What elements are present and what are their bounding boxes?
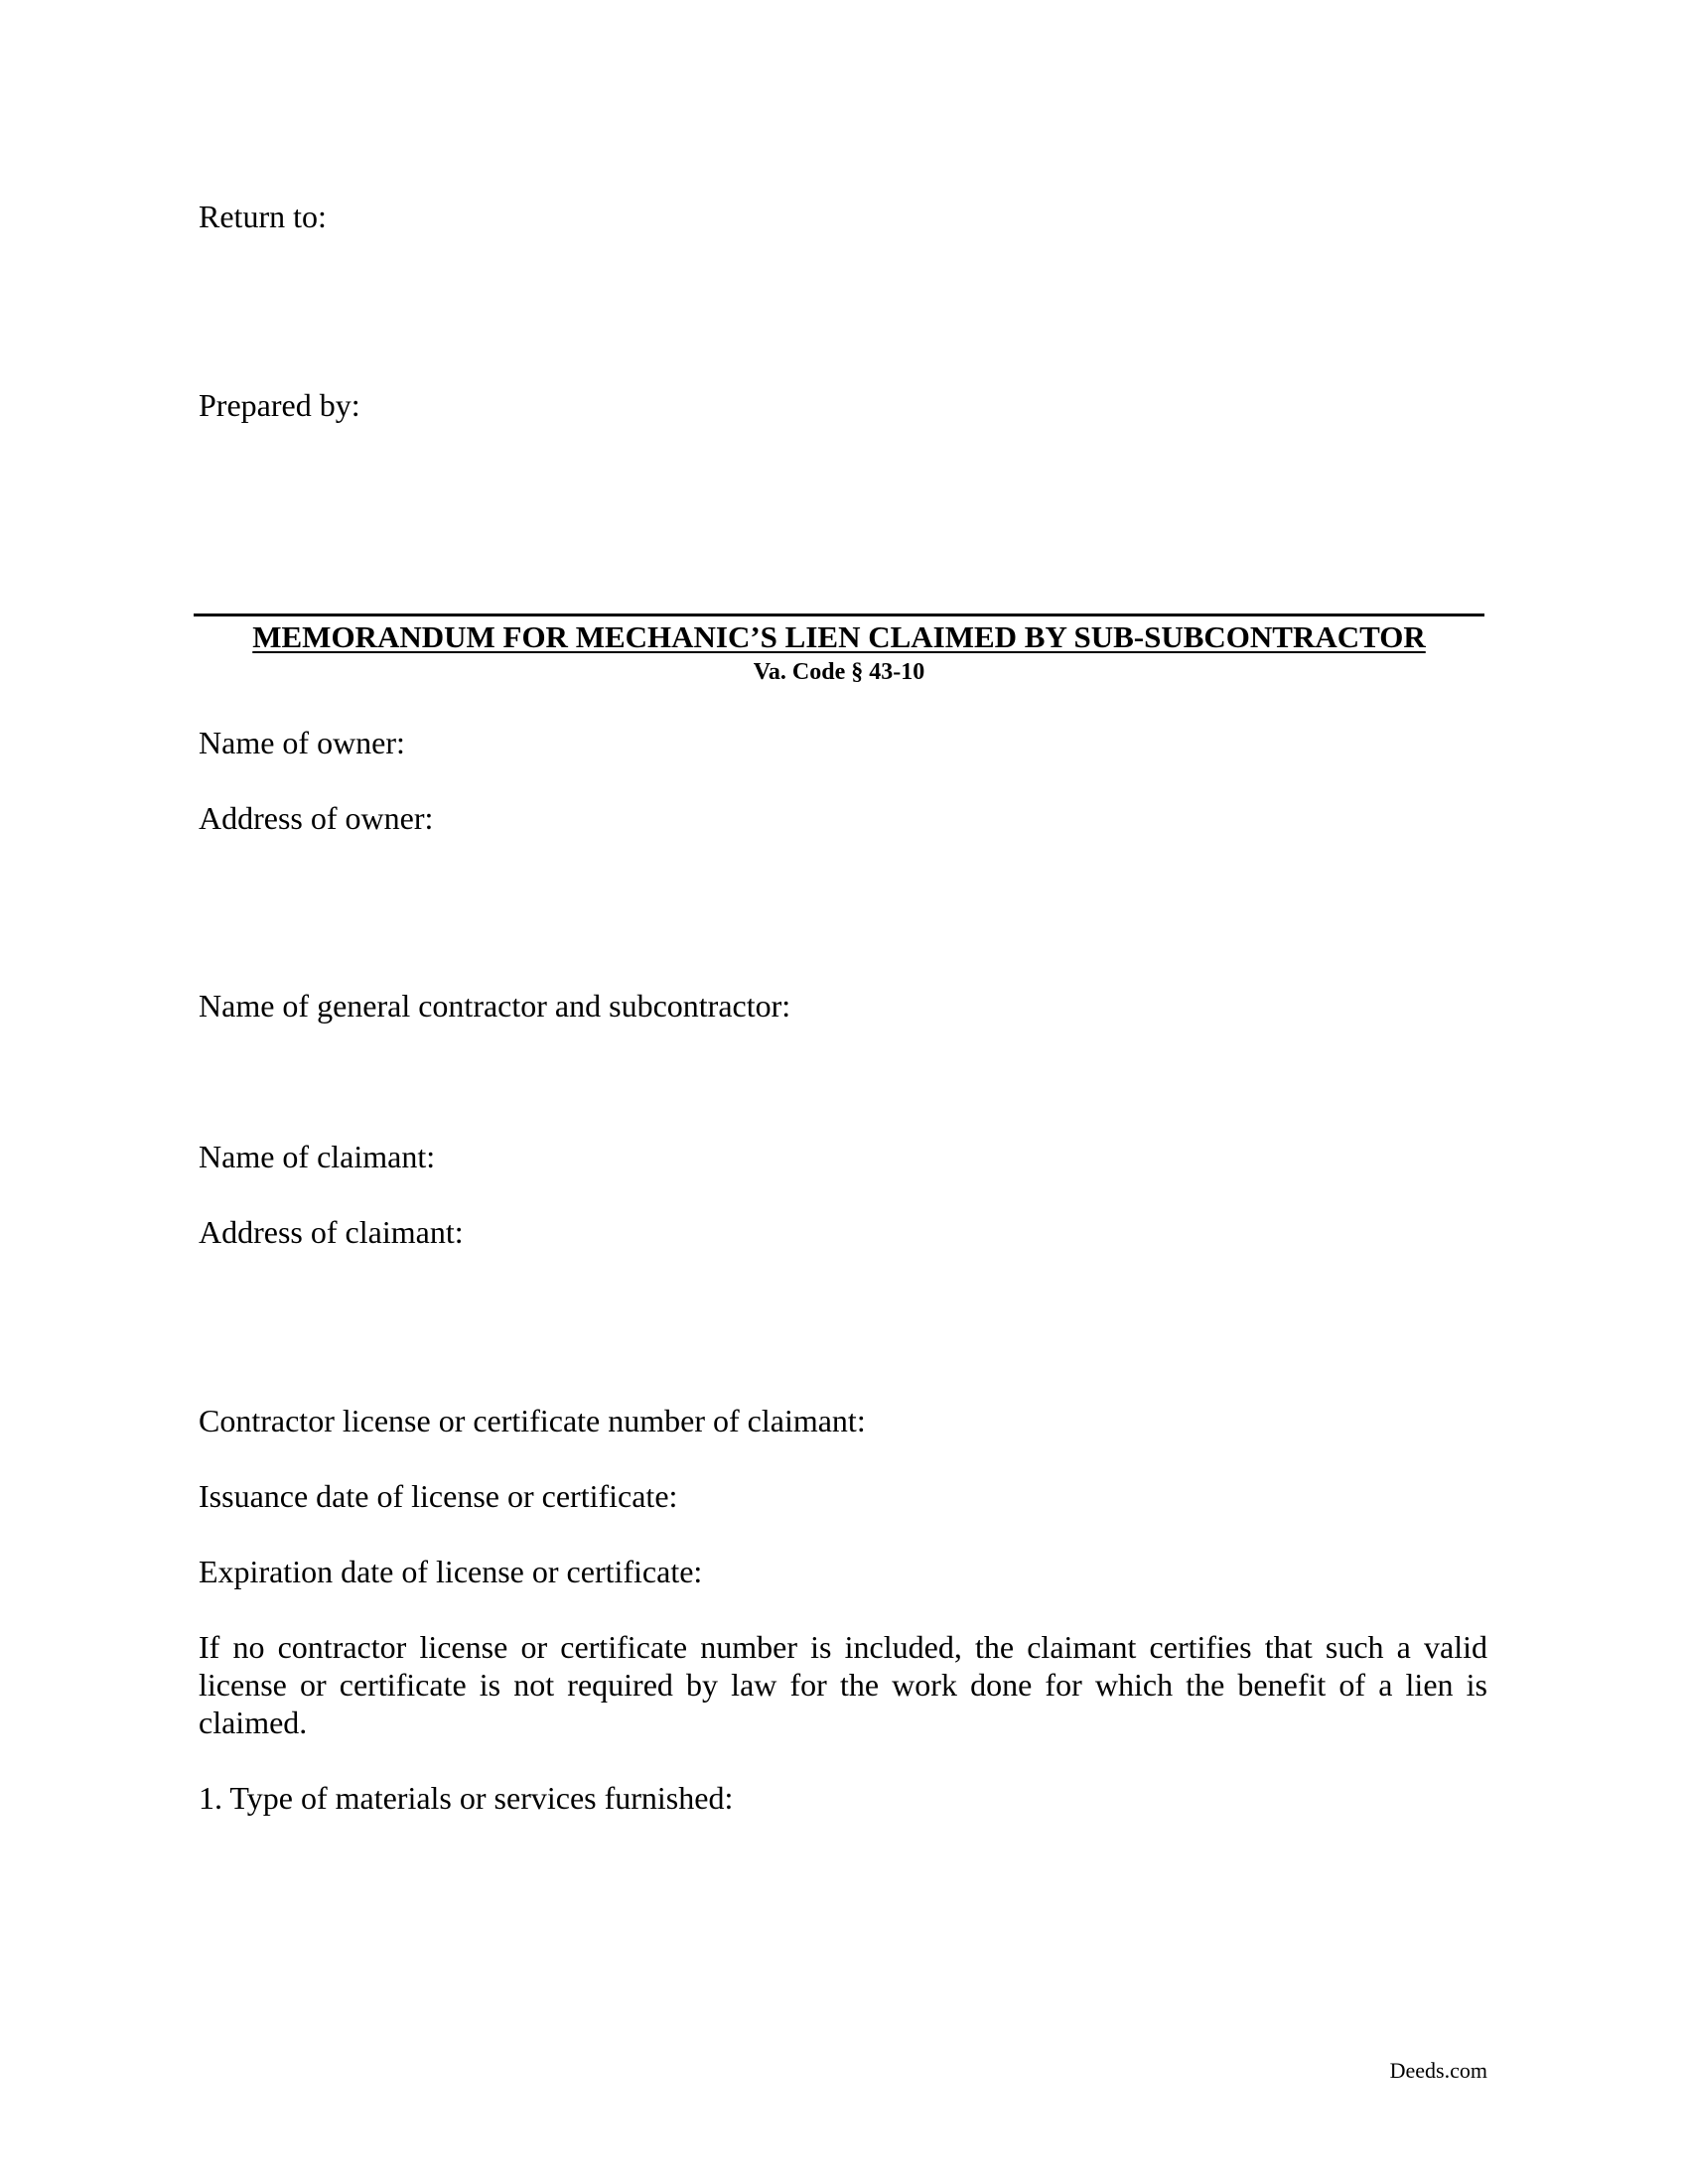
footer-brand: Deeds.com (1389, 2058, 1487, 2083)
contractors-label: Name of general contractor and subcontractor: (199, 988, 791, 1024)
owner-name-label: Name of owner: (199, 725, 405, 760)
expiration-date-label: Expiration date of license or certificate: (199, 1554, 703, 1589)
document-title-text: MEMORANDUM FOR MECHANIC’S LIEN CLAIMED BY SUB-SUBCONTRACTOR (252, 619, 1426, 654)
claimant-address-label: Address of claimant: (199, 1214, 464, 1250)
return-to-label: Return to: (199, 199, 327, 234)
claimant-name-label: Name of claimant: (199, 1139, 436, 1174)
issuance-date-label: Issuance date of license or certificate: (199, 1478, 678, 1514)
prepared-by-label: Prepared by: (199, 387, 360, 423)
license-number-label: Contractor license or certificate number of claimant: (199, 1403, 866, 1438)
license-certification-paragraph: If no contractor license or certificate number is included, the claimant certifies that such a valid license or certificate is not required by law for the work done for which the benefit of a lien is claimed. (199, 1629, 1487, 1740)
title-rule (194, 614, 1484, 616)
document-title (194, 619, 1484, 655)
item-1-materials-label: 1. Type of materials or services furnished: (199, 1780, 734, 1816)
statute-citation: Va. Code § 43-10 (753, 659, 925, 685)
owner-address-label: Address of owner: (199, 800, 434, 836)
